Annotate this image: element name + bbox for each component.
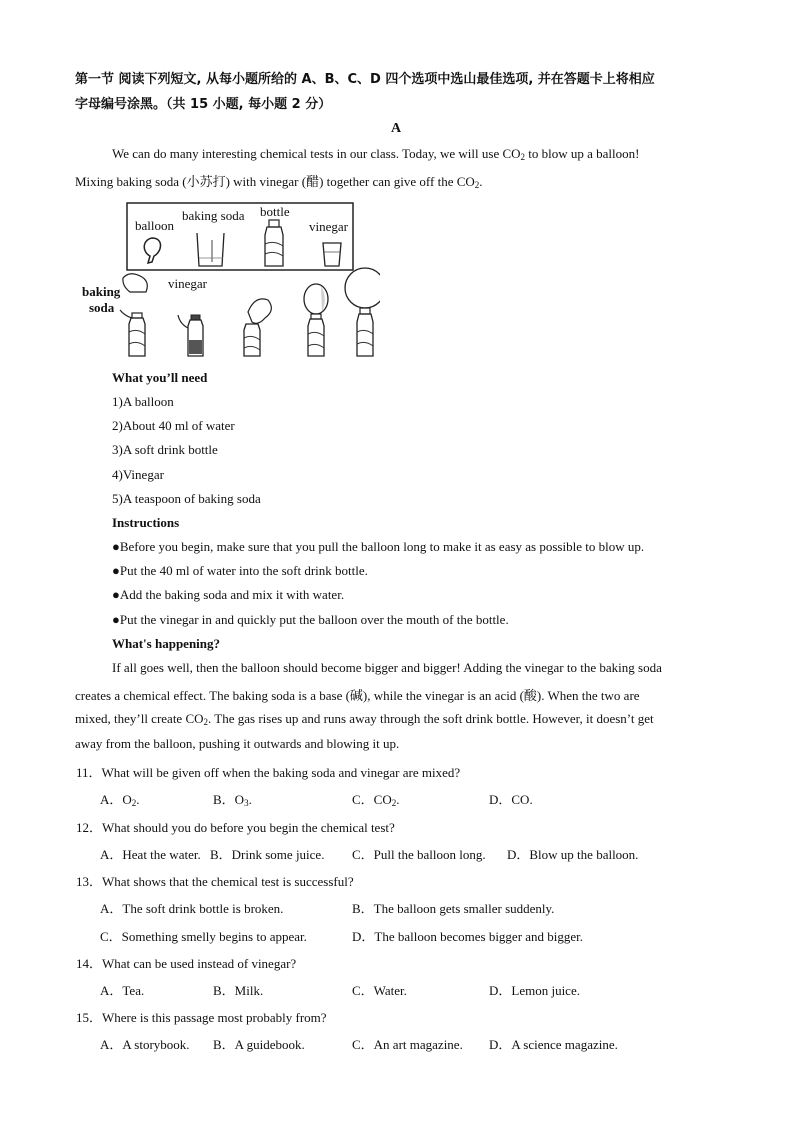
experiment-drawing	[80, 200, 380, 360]
happening-line	[75, 711, 654, 727]
svg-text:balloon: balloon	[135, 218, 174, 233]
section-instruction-line-2: 字母编号涂黑。（共 15 小题, 每小题 2 分）	[75, 97, 332, 112]
needs-heading: What you’ll need	[112, 370, 208, 385]
svg-text:vinegar: vinegar	[168, 276, 207, 291]
instruction-item: ●Put the 40 ml of water into the soft drink bottle.	[112, 563, 368, 578]
instruction-item: ●Before you begin, make sure that you pull the balloon long to make it as easy as possible to blow up.	[112, 539, 645, 554]
question-14-stem: 14．What can be used instead of vinegar?	[76, 956, 297, 971]
svg-text:soda: soda	[89, 300, 115, 315]
svg-text:vinegar: vinegar	[309, 219, 348, 234]
q15-option-b[interactable]: B．A guidebook.	[213, 1037, 305, 1052]
subscript: 2	[391, 798, 397, 808]
option-text: .	[248, 792, 252, 807]
q15-option-d[interactable]: D．A science magazine.	[489, 1037, 618, 1052]
question-12-stem: 12．What should you do before you begin the chemical test?	[76, 820, 395, 835]
question-13-stem: 13．What shows that the chemical test is successful?	[76, 874, 354, 889]
option-text: B．O	[213, 792, 245, 807]
instruction-item: ●Add the baking soda and mix it with water.	[112, 587, 345, 602]
q11-option-c[interactable]	[352, 789, 399, 808]
needs-item: 1)A balloon	[112, 394, 174, 409]
intro-line-2	[75, 171, 483, 190]
svg-text:bottle: bottle	[260, 204, 290, 219]
happening-line: If all goes well, then the balloon should become bigger and bigger! Adding the vinegar to the baking soda	[112, 660, 662, 675]
question-11-stem: 11．What will be given off when the baking soda and vinegar are mixed?	[76, 765, 461, 780]
q14-option-a[interactable]: A．Tea.	[100, 983, 145, 998]
intro-text: We can do many interesting chemical tests in our class. Today, we will use CO	[112, 146, 521, 161]
q12-option-b[interactable]: B．Drink some juice.	[210, 847, 325, 862]
q11-option-d[interactable]	[489, 789, 533, 808]
intro-text: to blow up a balloon!	[525, 146, 640, 161]
q13-option-d[interactable]: D．The balloon becomes bigger and bigger.	[352, 929, 584, 944]
happening-line: away from the balloon, pushing it outwards and blowing it up.	[75, 736, 400, 751]
q12-option-c[interactable]: C．Pull the balloon long.	[352, 847, 486, 862]
needs-item: 2)About 40 ml of water	[112, 418, 235, 433]
subscript: 2	[474, 180, 480, 190]
instructions-heading: Instructions	[112, 515, 180, 530]
happening-text: mixed, they’ll create CO	[75, 711, 204, 726]
q14-option-d[interactable]: D．Lemon juice.	[489, 983, 580, 998]
q15-option-a[interactable]: A．A storybook.	[100, 1037, 190, 1052]
experiment-illustration	[80, 200, 380, 360]
needs-item: 4)Vinegar	[112, 467, 164, 482]
subscript: 2	[131, 798, 137, 808]
intro-text: .	[479, 174, 483, 189]
needs-item: 5)A teaspoon of baking soda	[112, 491, 261, 506]
q13-option-b[interactable]: B．The balloon gets smaller suddenly.	[352, 901, 555, 916]
option-text: .	[396, 792, 400, 807]
instruction-item: ●Put the vinegar in and quickly put the balloon over the mouth of the bottle.	[112, 612, 509, 627]
intro-line-1	[112, 146, 640, 162]
subscript: 2	[520, 152, 526, 162]
subscript: 2	[203, 717, 209, 727]
option-text: A．O	[100, 792, 132, 807]
q12-option-a[interactable]: A．Heat the water.	[100, 847, 201, 862]
q12-option-d[interactable]: D．Blow up the balloon.	[507, 847, 639, 862]
option-text: .	[136, 792, 140, 807]
happening-heading: What's happening?	[112, 636, 221, 651]
section-instruction-line-1: 第一节 阅读下列短文, 从每小题所给的 A、B、C、D 四个选项中选山最佳选项, 并在答题卡上将相应	[75, 72, 655, 87]
happening-line: creates a chemical effect. The baking soda is a base (碱), while the vinegar is an acid (酸). When the two are	[75, 688, 640, 703]
q15-option-c[interactable]: C．An art magazine.	[352, 1037, 463, 1052]
needs-item: 3)A soft drink bottle	[112, 442, 218, 457]
q11-option-a[interactable]	[100, 789, 140, 808]
option-text: D．CO.	[489, 792, 533, 807]
svg-text:baking soda: baking soda	[182, 208, 245, 223]
q13-option-c[interactable]: C．Something smelly begins to appear.	[100, 929, 307, 944]
option-text: C．CO	[352, 792, 392, 807]
svg-text:baking: baking	[82, 284, 121, 299]
subscript: 3	[244, 798, 249, 808]
q14-option-b[interactable]: B．Milk.	[213, 983, 264, 998]
q14-option-c[interactable]: C．Water.	[352, 983, 407, 998]
intro-text: Mixing baking soda (小苏打) with vinegar (醋) together can give off the CO	[75, 174, 475, 189]
happening-text: . The gas rises up and runs away through the soft drink bottle. However, it doesn’t get	[208, 711, 654, 726]
passage-label: A	[391, 121, 402, 136]
question-15-stem: 15．Where is this passage most probably from?	[76, 1010, 327, 1025]
q11-option-b[interactable]	[213, 789, 252, 808]
q13-option-a[interactable]: A．The soft drink bottle is broken.	[100, 901, 284, 916]
